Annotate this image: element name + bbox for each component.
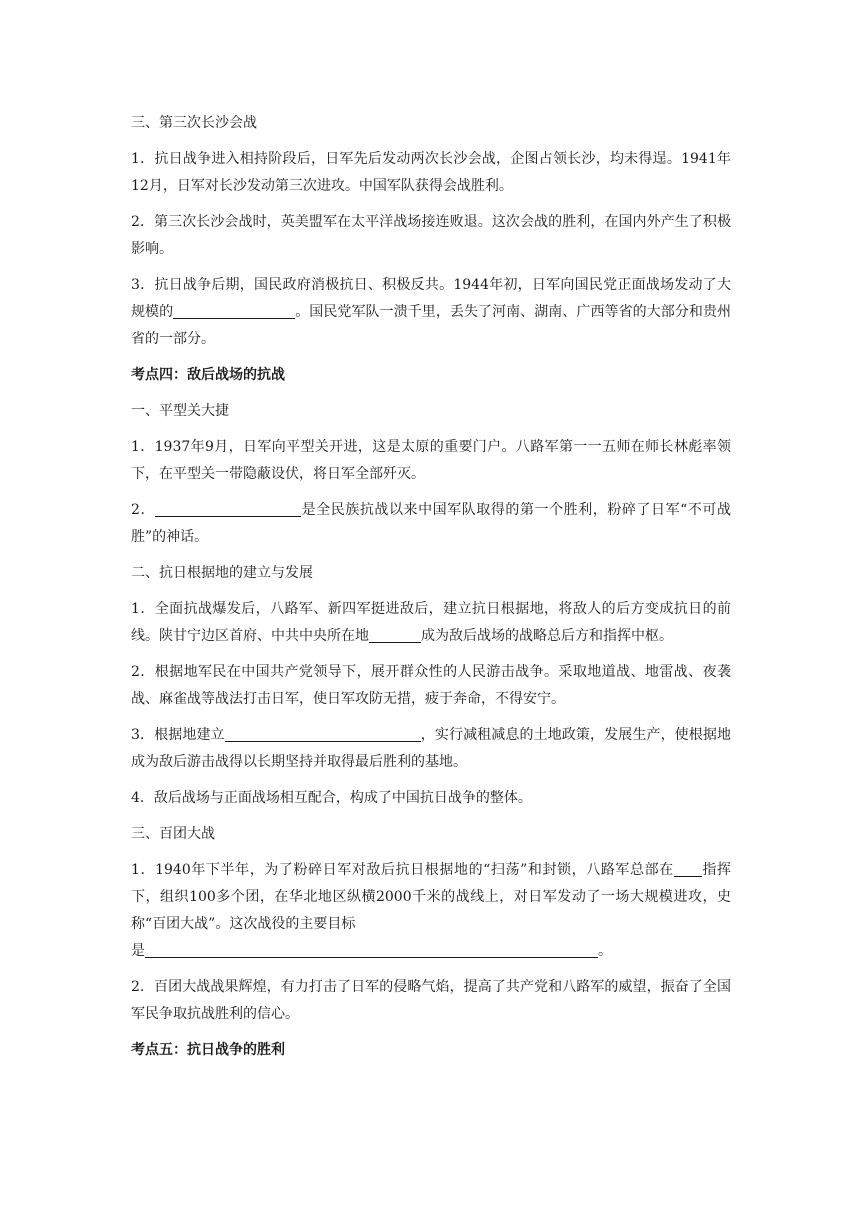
paragraph: 2． 是全民族抗战以来中国军队取得的第一个胜利，粉碎了日军“不可战胜”的神话。 (131, 502, 731, 545)
document-body (131, 110, 731, 1073)
section-title-base-areas: 二、抗日根据地的建立与发展 (131, 565, 313, 581)
answer-blank[interactable] (155, 500, 301, 517)
exam-point-5-heading: 考点五：抗日战争的胜利 (131, 1042, 285, 1058)
paragraph: 3．抗日战争后期，国民政府消极抗日、积极反共。1944年初，日军向国民党正面战场发动了大规模的 。国民党军队一溃千里，丢失了河南、湖南、广西等省的大部分和贵州省的一部分。 (131, 277, 732, 347)
paragraph: 3．根据地建立 ，实行减租减息的土地政策，发展生产，使根据地成为敌后游击战得以长期坚持并取得最后胜利的基地。 (131, 727, 731, 770)
section-title-changsha: 三、第三次长沙会战 (131, 115, 257, 131)
paragraph: 1．1937年9月，日军向平型关开进，这是太原的重要门户。八路军第一一五师在师长林彪率领下，在平型关一带隐蔽设伏，将日军全部歼灭。 (131, 439, 731, 482)
answer-blank[interactable] (173, 302, 295, 319)
paragraph: 2．第三次长沙会战时，英美盟军在太平洋战场接连败退。这次会战的胜利，在国内外产生了积极影响。 (131, 214, 731, 257)
paragraph: 1．1940年下半年，为了粉碎日军对敌后抗日根据地的“扫荡”和封锁，八路军总部在 指挥下，组织100多个团，在华北地区纵横2000千米的战线上，对日军发动了一场大规模进攻，史称“百团大战”。这次战役的主要目标 (131, 862, 731, 932)
answer-blank[interactable] (369, 626, 421, 643)
paragraph: 1．抗日战争进入相持阶段后，日军先后发动两次长沙会战，企图占领长沙，均未得逞。1941年12月，日军对长沙发动第三次进攻。中国军队获得会战胜利。 (131, 151, 731, 194)
exam-point-4-heading: 考点四：敌后战场的抗战 (131, 367, 285, 383)
paragraph: 1．全面抗战爆发后，八路军、新四军挺进敌后，建立抗日根据地，将敌人的后方变成抗日的前线。陕甘宁边区首府、中共中央所在地 成为敌后战场的战略总后方和指挥中枢。 (131, 601, 731, 644)
section-title-hundred-regiments: 三、百团大战 (131, 826, 215, 842)
answer-blank[interactable] (145, 941, 598, 958)
answer-blank[interactable] (674, 860, 702, 877)
paragraph: 是 。 (131, 943, 612, 959)
paragraph: 4．敌后战场与正面战场相互配合，构成了中国抗日战争的整体。 (131, 790, 532, 806)
section-title-pingxingguan: 一、平型关大捷 (131, 403, 229, 419)
paragraph: 2．根据地军民在中国共产党领导下，展开群众性的人民游击战争。采取地道战、地雷战、夜袭战、麻雀战等战法打击日军，使日军攻防无措，疲于奔命，不得安宁。 (131, 664, 731, 707)
paragraph: 2．百团大战战果辉煌，有力打击了日军的侵略气焰，提高了共产党和八路军的威望，振奋了全国军民争取抗战胜利的信心。 (131, 979, 731, 1022)
answer-blank[interactable] (225, 725, 421, 742)
